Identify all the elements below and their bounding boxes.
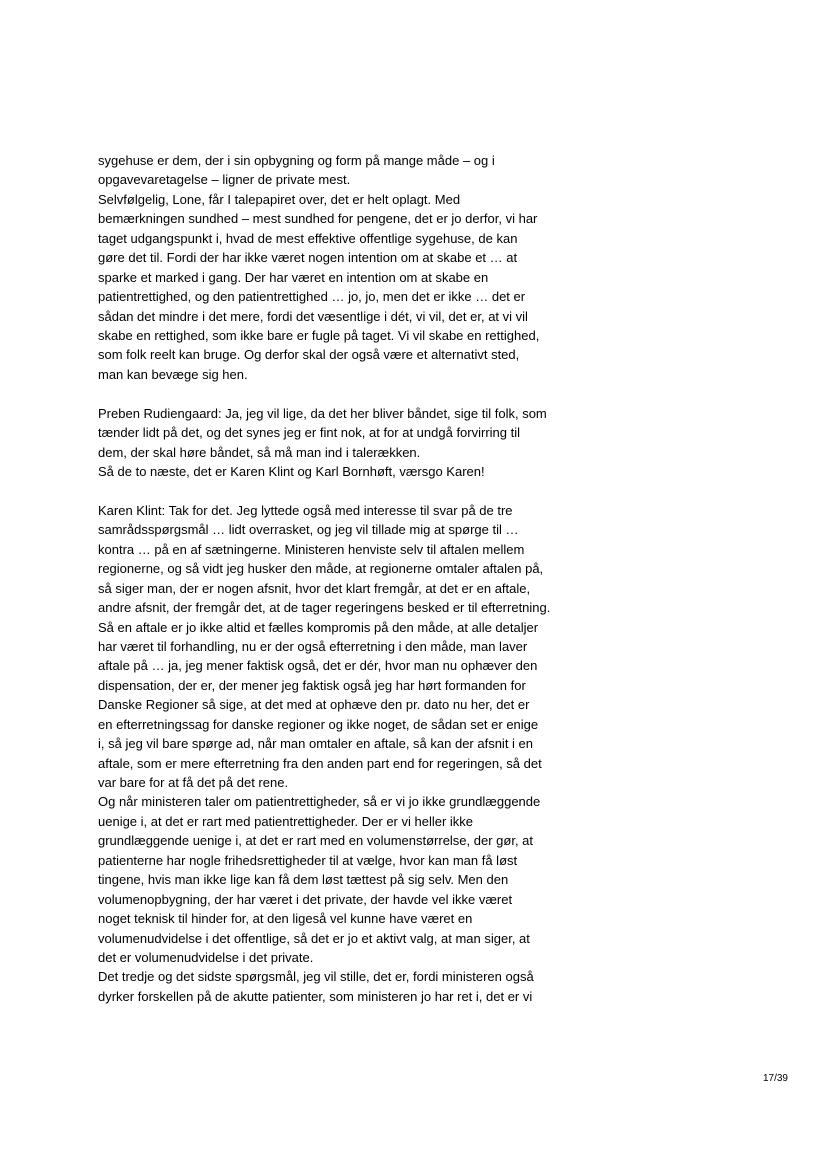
text-line: Preben Rudiengaard: Ja, jeg vil lige, da det her bliver båndet, sige til folk, som bbox=[98, 405, 547, 421]
text-line: grundlæggende uenige i, at det er rart med en volumenstørrelse, der gør, at bbox=[98, 833, 534, 849]
text-line: Karen Klint: Tak for det. Jeg lyttede også med interesse til svar på de tre bbox=[98, 502, 513, 518]
text-line: som folk reelt kan bruge. Og derfor skal der også være et alternativt sted, bbox=[98, 347, 520, 363]
page-number: 17/39 bbox=[762, 1073, 788, 1084]
text-line: Så de to næste, det er Karen Klint og Karl Bornhøft, værsgo Karen! bbox=[98, 464, 485, 479]
text-line: tænder lidt på det, og det synes jeg er fint nok, at for at undgå forvirring til bbox=[98, 425, 521, 441]
text-line: det er volumenudvidelse i det private. bbox=[98, 949, 314, 965]
text-line: aftale på … ja, jeg mener faktisk også, det er dér, hvor man nu ophæver den bbox=[98, 658, 538, 674]
text-line: skabe en rettighed, som ikke bare er fugle på taget. Vi vil skabe en rettighed, bbox=[98, 327, 540, 343]
text-line: har været til forhandling, nu er der også efterretning i den måde, man laver bbox=[98, 638, 528, 654]
text-line: man kan bevæge sig hen. bbox=[98, 366, 248, 382]
document-body bbox=[98, 151, 598, 1006]
text-line: så siger man, der er nogen afsnit, hvor det klart fremgår, at det er en aftale, bbox=[98, 580, 531, 596]
text-line: volumenopbygning, der har været i det private, der havde vel ikke været bbox=[98, 891, 513, 907]
text-line: var bare for at få det på det rene. bbox=[98, 775, 289, 790]
text-line: andre afsnit, der fremgår det, at de tager regeringens besked er til efterretning. bbox=[98, 600, 551, 616]
text-line: volumenudvidelse i det offentlige, så det er jo et aktivt valg, at man siger, at bbox=[98, 930, 530, 946]
text-line: sådan det mindre i det mere, fordi det væsentlige i dét, vi vil, det er, at vi vil bbox=[98, 308, 528, 324]
text-line: opgavevaretagelse – ligner de private mest. bbox=[98, 172, 351, 188]
text-line: aftale, som er mere efterretning fra den anden part end for regeringen, så det bbox=[98, 755, 542, 771]
text-line: patienterne har nogle frihedsrettigheder til at vælge, hvor kan man få løst bbox=[98, 852, 518, 868]
paragraph-break bbox=[98, 481, 598, 500]
text-line: Så en aftale er jo ikke altid et fælles kompromis på den måde, at alle detaljer bbox=[98, 619, 539, 635]
text-line: tingene, hvis man ikke lige kan få dem løst tættest på sig selv. Men den bbox=[98, 872, 509, 888]
text-line: kontra … på en af sætningerne. Ministeren henviste selv til aftalen mellem bbox=[98, 541, 525, 557]
text-line: samrådsspørgsmål … lidt overrasket, og jeg vil tillade mig at spørge til … bbox=[98, 522, 519, 538]
text-line: Danske Regioner så sige, at det med at ophæve den pr. dato nu her, det er bbox=[98, 697, 530, 713]
text-line: gøre det til. Fordi der har ikke været nogen intention om at skabe et … at bbox=[98, 250, 518, 266]
text-line: Og når ministeren taler om patientrettigheder, så er vi jo ikke grundlæggende bbox=[98, 794, 541, 810]
text-line: en efterretningssag for danske regioner og ikke noget, de sådan set er enige bbox=[98, 716, 539, 732]
text-line: i, så jeg vil bare spørge ad, når man omtaler en aftale, så kan der afsnit i en bbox=[98, 736, 534, 752]
text-line: dyrker forskellen på de akutte patienter, som ministeren jo har ret i, det er vi bbox=[98, 988, 533, 1004]
text-line: uenige i, at det er rart med patientrettigheder. Der er vi heller ikke bbox=[98, 813, 474, 829]
text-line: noget teknisk til hinder for, at den ligeså vel kunne have været en bbox=[98, 911, 473, 927]
text-line: sparke et marked i gang. Der har været en intention om at skabe en bbox=[98, 269, 489, 285]
text-line: bemærkningen sundhed – mest sundhed for pengene, det er jo derfor, vi har bbox=[98, 211, 538, 227]
text-line: Selvfølgelig, Lone, får I talepapiret over, det er helt oplagt. Med bbox=[98, 191, 461, 207]
text-line: dem, der skal høre båndet, så må man ind i talerækken. bbox=[98, 444, 421, 460]
text-line: sygehuse er dem, der i sin opbygning og form på mange måde – og i bbox=[98, 153, 495, 168]
text-line: taget udgangspunkt i, hvad de mest effektive offentlige sygehuse, de kan bbox=[98, 230, 518, 246]
text-line: patientrettighed, og den patientrettighed … jo, jo, men det er ikke … det er bbox=[98, 289, 526, 305]
text-line: dispensation, der er, der mener jeg faktisk også jeg har hørt formanden for bbox=[98, 677, 526, 693]
paragraph-break bbox=[98, 384, 598, 403]
text-line: Det tredje og det sidste spørgsmål, jeg vil stille, det er, fordi ministeren også bbox=[98, 969, 534, 985]
text-line: regionerne, og så vidt jeg husker den måde, at regionerne omtaler aftalen på, bbox=[98, 561, 544, 577]
